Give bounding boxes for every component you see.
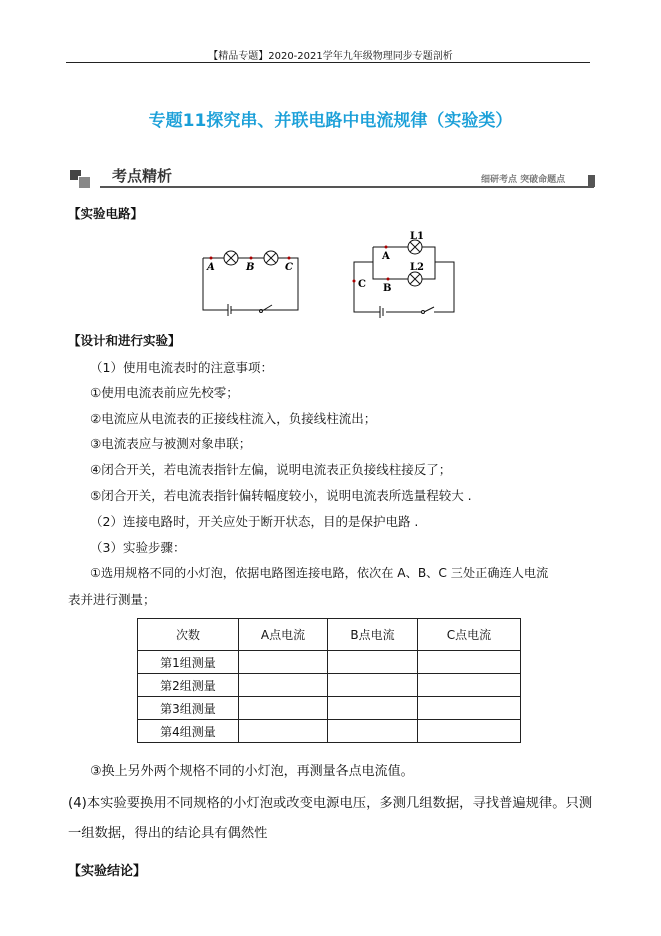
label-a: A [207,262,215,273]
table-header: C点电流 [418,619,521,651]
text-line: ③电流表应与被测对象串联； [90,436,252,451]
step3-text: ③换上另外两个规格不同的小灯泡，再测量各点电流值。 [90,764,414,779]
text-line: 表并进行测量； [68,592,156,607]
row-label: 第3组测量 [138,697,239,720]
conclusion-heading: 【实验结论】 [68,864,147,879]
note4-line1: (4)本实验要换用不同规格的小灯泡或改变电源电压，多测几组数据，寻找普遍规律。只测 [68,796,593,811]
text-line: ①选用规格不同的小灯泡，依据电路图连接电路，依次在 A、B、C 三处正确连人电流 [90,566,549,580]
label-pb: B [383,283,392,294]
table-row [138,697,521,720]
table-header: B点电流 [328,619,418,651]
text-line: ④闭合开关，若电流表指针左偏，说明电流表正负接线柱接反了； [90,462,452,477]
label-pc: C [358,279,366,290]
label-l1: L1 [410,231,424,242]
text-line: （3）实验步骤： [90,540,186,555]
row-label: 第1组测量 [138,651,239,674]
row-label: 第2组测量 [138,674,239,697]
row-label: 第4组测量 [138,720,239,743]
design-heading: 【设计和进行实验】 [68,333,181,348]
text-line: （2）连接电路时，开关应处于断开状态，目的是保护电路 . [90,514,419,529]
text-line: ⑤闭合开关，若电流表指针偏转幅度较小，说明电流表所选量程较大 . [90,488,472,503]
measurement-table [137,618,521,743]
table-row [138,720,521,743]
label-pa: A [382,251,390,262]
table-header-row [138,619,521,651]
table-header: 次数 [138,619,239,651]
page-title: 专题11探究串、并联电路中电流规律（实验类） [148,111,513,131]
series-circuit [203,251,298,316]
section-rule [100,186,594,188]
table-row [138,651,521,674]
page-header: 【精品专题】2020-2021学年九年级物理同步专题剖析 [208,51,453,62]
section-title: 考点精析 [112,167,173,185]
section-subtitle: 细研考点 突破命题点 [481,175,566,185]
note4-line2: 一组数据，得出的结论具有偶然性 [68,826,268,841]
section-squares-icon [70,170,92,188]
circuit-diagrams [190,225,470,325]
table-row [138,674,521,697]
text-line: ②电流应从电流表的正接线柱流入，负接线柱流出； [90,411,377,426]
circuit-heading: 【实验电路】 [68,206,144,221]
table-header: A点电流 [239,619,328,651]
label-l2: L2 [410,262,424,273]
text-line: ①使用电流表前应先校零； [90,385,239,400]
parallel-circuit [354,240,454,318]
label-b: B [246,262,255,273]
header-rule [66,62,590,63]
text-line: （1）使用电流表时的注意事项： [90,360,273,375]
label-c: C [285,262,293,273]
